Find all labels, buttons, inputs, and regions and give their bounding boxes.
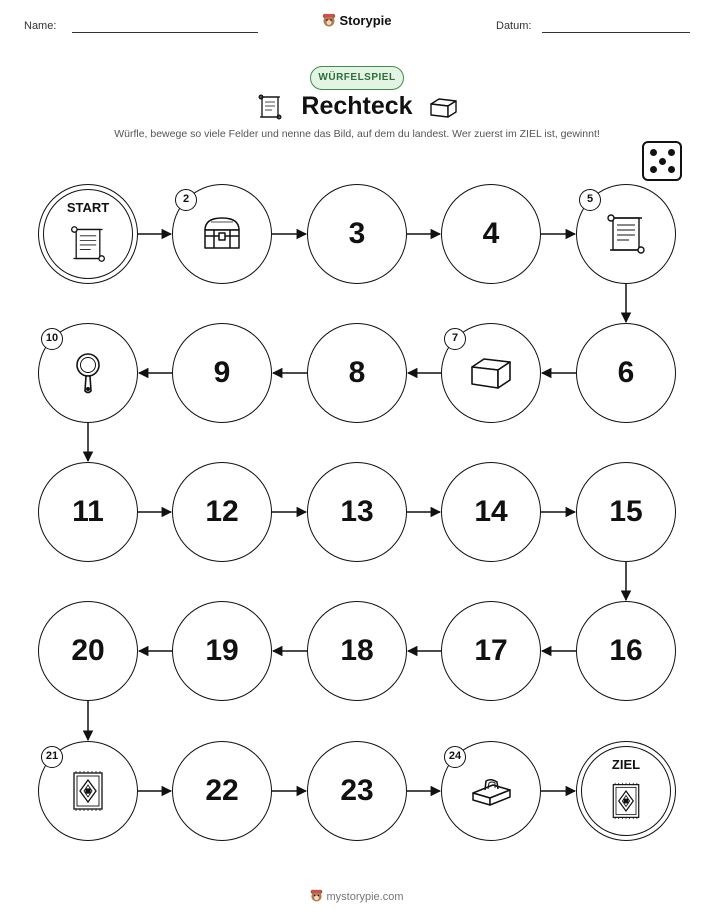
- space-number: 18: [340, 634, 374, 667]
- board-space[interactable]: [576, 462, 676, 562]
- space-number: 8: [348, 356, 366, 389]
- board-space[interactable]: [38, 323, 138, 423]
- space-number-tag: 2: [175, 189, 197, 211]
- board-space[interactable]: [307, 184, 407, 284]
- board-space[interactable]: [172, 741, 272, 841]
- treasure-chest-icon: [200, 212, 244, 256]
- board-space[interactable]: [172, 601, 272, 701]
- space-number: 12: [205, 495, 239, 528]
- board-space[interactable]: [307, 462, 407, 562]
- footer: [0, 889, 714, 905]
- board-space[interactable]: [576, 184, 676, 284]
- space-number-tag: 5: [579, 189, 601, 211]
- board-space[interactable]: [307, 601, 407, 701]
- space-number: 16: [609, 634, 643, 667]
- board-space[interactable]: [441, 462, 541, 562]
- board-space[interactable]: [172, 184, 272, 284]
- board-space[interactable]: [441, 741, 541, 841]
- space-number-tag: 7: [444, 328, 466, 350]
- space-number: 9: [213, 356, 231, 389]
- finish-space[interactable]: [576, 741, 676, 841]
- board-space[interactable]: [307, 323, 407, 423]
- rug-icon: [66, 769, 110, 813]
- toolbox-icon: [469, 769, 513, 813]
- rug-icon: [606, 779, 646, 823]
- board-space[interactable]: [576, 601, 676, 701]
- space-number-tag: 21: [41, 746, 63, 768]
- board-space[interactable]: [576, 323, 676, 423]
- board-space[interactable]: [38, 741, 138, 841]
- board-space[interactable]: [38, 601, 138, 701]
- brand-name: Storypie: [339, 13, 392, 28]
- space-number: 3: [348, 217, 366, 250]
- space-number: 14: [474, 495, 508, 528]
- name-label: Name:: [24, 20, 57, 32]
- finish-label: ZIEL: [611, 757, 641, 772]
- start-space[interactable]: [38, 184, 138, 284]
- space-number: 11: [72, 495, 104, 528]
- space-number: 19: [205, 634, 239, 667]
- board-space[interactable]: [307, 741, 407, 841]
- space-number: 20: [71, 634, 105, 667]
- cuboid-block-icon: [469, 351, 513, 395]
- storypie-bear-icon: [310, 889, 323, 905]
- space-number: 13: [340, 495, 374, 528]
- scroll-icon: [68, 222, 108, 266]
- footer-url: mystorypie.com: [326, 890, 404, 903]
- board-space[interactable]: [441, 601, 541, 701]
- space-number: 15: [609, 495, 643, 528]
- board-space[interactable]: [38, 462, 138, 562]
- magnifying-glass-icon: [66, 351, 110, 395]
- scroll-icon: [604, 212, 648, 256]
- board-space[interactable]: [172, 462, 272, 562]
- space-number: 6: [617, 356, 635, 389]
- space-number-tag: 10: [41, 328, 63, 350]
- board-space[interactable]: [172, 323, 272, 423]
- board-space[interactable]: [441, 184, 541, 284]
- space-number: 4: [482, 217, 500, 250]
- instructions-text: Würfle, bewege so viele Felder und nenne das Bild, auf dem du landest. Wer zuerst im ZIEL ist, gewinnt!: [114, 128, 600, 140]
- space-number: 17: [474, 634, 508, 667]
- game-type-badge: WÜRFELSPIEL: [310, 66, 404, 90]
- start-label: START: [66, 200, 110, 215]
- space-number-tag: 24: [444, 746, 466, 768]
- board-space[interactable]: [441, 323, 541, 423]
- space-number: 23: [340, 774, 374, 807]
- date-label: Datum:: [496, 20, 532, 32]
- space-number: 22: [205, 774, 239, 807]
- page-title: Rechteck: [301, 92, 413, 120]
